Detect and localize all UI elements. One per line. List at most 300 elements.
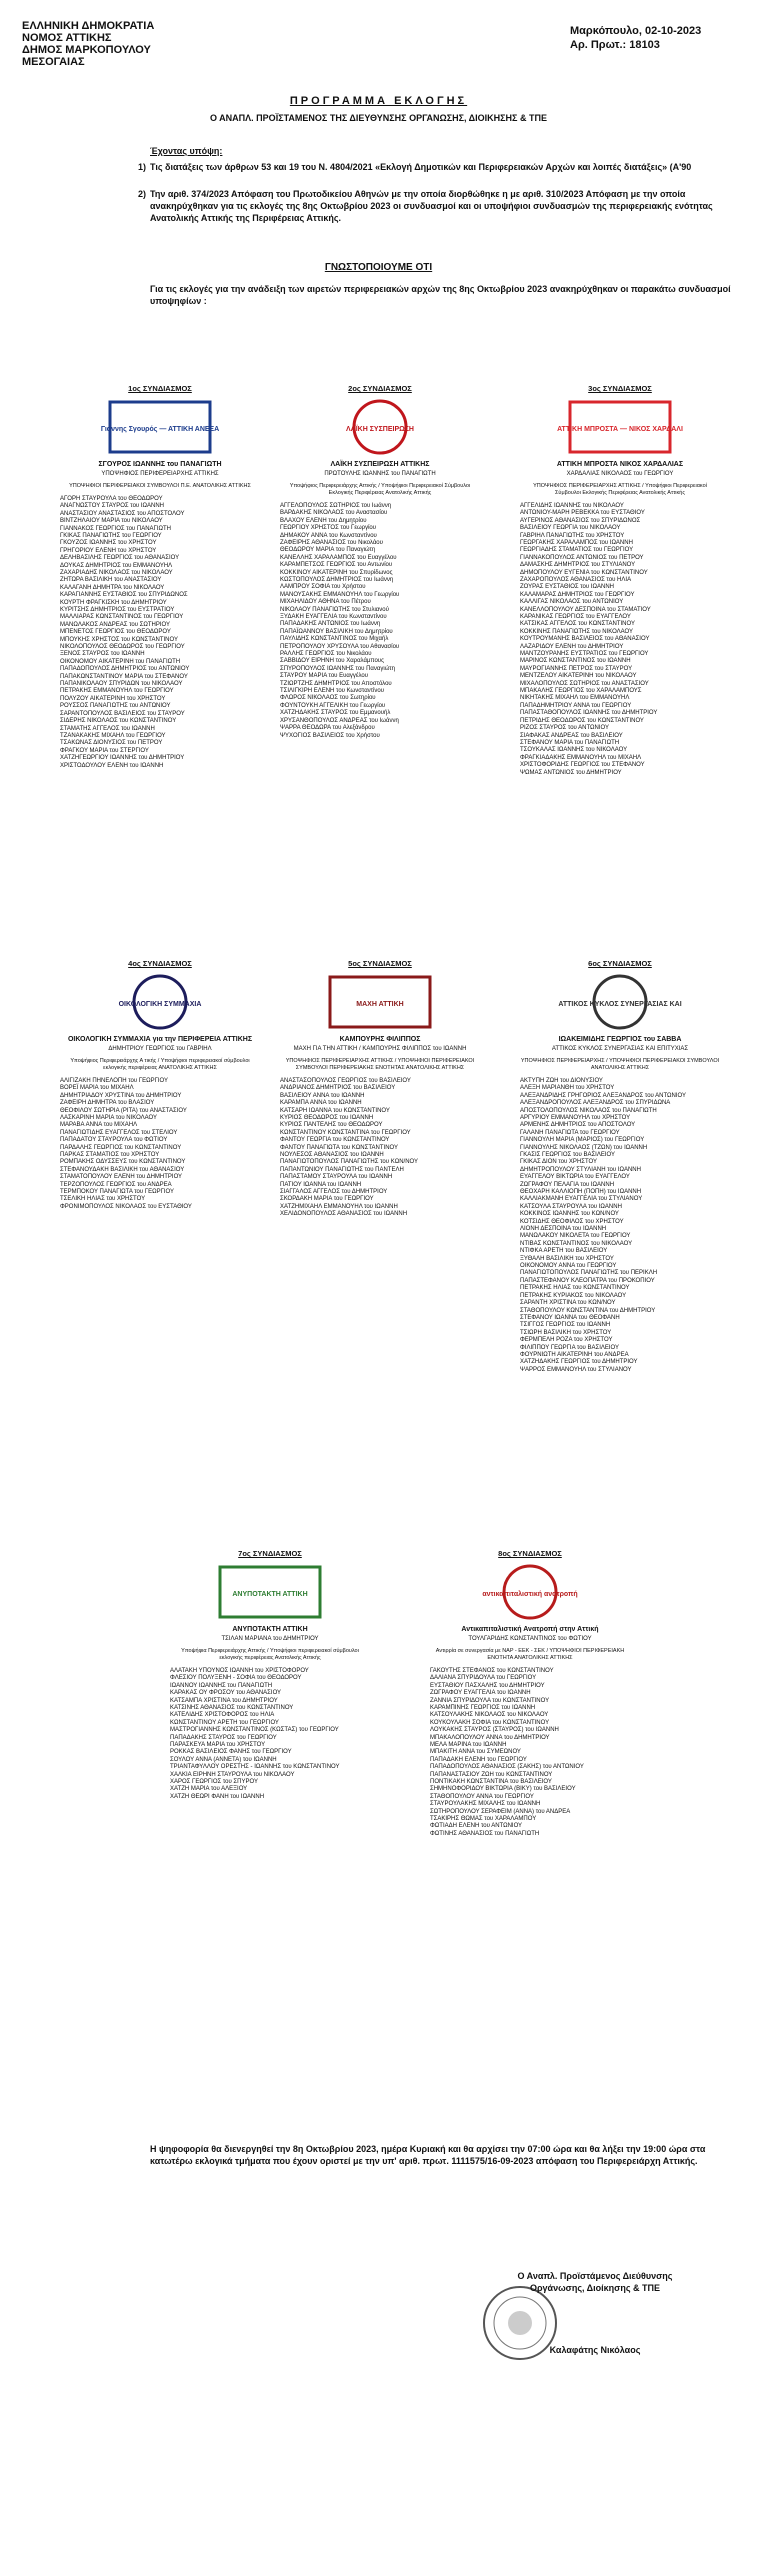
candidate-name: ΔΗΜΗΤΡΙΑΔΟΥ ΧΡΥΣΤΙΝΑ του ΔΗΜΗΤΡΙΟΥ bbox=[60, 1092, 182, 1099]
candidate-name: ΠΑΠΑΔΑΚΗ ΕΛΕΝΗ του ΓΕΩΡΓΙΟΥ bbox=[430, 1756, 527, 1763]
candidate-name: ΣΠΥΡΟΠΟΥΛΟΣ ΙΩΑΝΝΗΣ του Παναγιώτη bbox=[280, 665, 396, 672]
candidate-name: ΚΑΤΣΟΥΛΑ ΣΤΑΥΡΟΥΛΑ του ΙΩΑΝΝΗ bbox=[520, 1203, 622, 1210]
candidate-name: ΠΑΝΑΓΙΩΤΟΠΟΥΛΟΣ ΠΑΝΑΓΙΩΤΗΣ του ΚΩΝ/ΝΟΥ bbox=[280, 1159, 419, 1166]
candidate-name: ΧΑΤΖΗΔΑΚΗΣ ΣΤΑΥΡΟΣ του Εμμανουήλ bbox=[280, 710, 391, 717]
signature-title: Ο Αναπλ. Προϊστάμενος Διεύθυνσης bbox=[517, 2271, 673, 2281]
coalition-block bbox=[60, 385, 260, 770]
candidate-name: ΓΚΟΥΖΟΣ ΙΩΑΝΝΗΣ του ΧΡΗΣΤΟΥ bbox=[60, 540, 157, 547]
coalition-subheading: Υποψήφιος Περιφερειάρχης Αττικής / Υποψήφιοι Περιφερειακοί Σύμβουλοι Εκλογικής Περιφέρειας Ανατολικής Αττικής bbox=[289, 482, 471, 496]
having-label: Έχοντας υπόψη: bbox=[150, 146, 223, 156]
candidate-name: ΝΤΙΒΑΣ ΚΩΝΣΤΑΝΤΙΝΟΣ του ΝΙΚΟΛΑΟΥ bbox=[520, 1240, 633, 1247]
candidate-name: ΠΑΠΑΝΤΩΝΙΟΥ ΠΑΝΑΓΙΩΤΗΣ του ΠΑΝΤΕΛΗ bbox=[280, 1166, 404, 1173]
candidate-name: ΖΩΓΡΑΦΟΥ ΕΥΑΓΓΕΛΙΑ του ΙΩΑΝΝΗ bbox=[430, 1690, 531, 1697]
coalition-leader: ΔΗΜΗΤΡΙΟΥ ΓΕΩΡΓΙΟΣ του ΓΑΒΡΙΗΛ bbox=[108, 1046, 212, 1053]
candidate-name: ΚΑΤΣΑΜΠΑ ΧΡΙΣΤΙΝΑ του ΔΗΜΗΤΡΙΟΥ bbox=[170, 1697, 278, 1704]
candidate-name: ΔΗΜΟΠΟΥΛΟΥ ΕΥΓΕΝΙΑ του ΚΩΝΣΤΑΝΤΙΝΟΥ bbox=[520, 569, 648, 576]
candidate-name: ΑΝΔΡΙΑΝΟΣ ΔΗΜΗΤΡΙΟΣ του ΒΑΣΙΛΕΙΟΥ bbox=[280, 1085, 396, 1092]
coalition-logo-icon bbox=[430, 1563, 630, 1621]
coalition-logo-text: ΑΤΤΙΚΗ ΜΠΡΟΣΤΑ — ΝΙΚΟΣ ΧΑΡΔΑΛΙ bbox=[557, 426, 683, 434]
candidate-name: ΠΕΤΡΟΠΟΥΛΟΥ ΧΡΥΣΟΥΛΑ του Αθανασίου bbox=[280, 643, 400, 650]
coalition-title: ΛΑΪΚΗ ΣΥΣΠΕΙΡΩΣΗ ΑΤΤΙΚΗΣ bbox=[330, 461, 430, 469]
candidate-name: ΤΣΙΛΙΓΚΙΡΗ ΕΛΕΝΗ του Κωνσταντίνου bbox=[280, 688, 384, 695]
candidate-name: ΟΙΚΟΝΟΜΟΥ ΑΙΚΑΤΕΡΙΝΗ του ΠΑΝΑΓΙΩΤΗ bbox=[60, 658, 181, 665]
coalition-logo-icon bbox=[520, 973, 720, 1031]
candidate-name: ΜΙΧΑΗΛΙΔΟΥ ΑΘΗΝΑ του Πέτρου bbox=[280, 599, 371, 606]
candidate-name: ΠΑΝΑΓΙΩΤΟΠΟΥΛΟΣ ΠΑΝΑΓΙΩΤΗΣ του ΠΕΡΙΚΛΗ bbox=[520, 1270, 658, 1277]
signature-department: Οργάνωσης, Διοίκησης & ΤΠΕ bbox=[529, 2283, 661, 2293]
candidate-name: ΓΚΑΣΙΣ ΓΕΩΡΓΙΟΣ του ΒΑΣΙΛΕΙΟΥ bbox=[520, 1151, 615, 1158]
candidate-name: ΝΤΙΦΚΑ ΑΡΕΤΗ του ΒΑΣΙΛΕΙΟΥ bbox=[520, 1248, 608, 1255]
candidate-name: ΚΩΝΣΤΑΝΤΙΝΟΥ ΑΡΕΤΗ του ΓΕΩΡΓΙΟΥ bbox=[170, 1719, 279, 1726]
clause-2 bbox=[138, 188, 740, 224]
candidate-name: ΜΑΛΛΙΑΡΑΣ ΚΩΝΣΤΑΝΤΙΝΟΣ του ΓΕΩΡΓΙΟΥ bbox=[60, 614, 184, 621]
candidate-name: ΦΑΝΤΟΥ ΠΑΝΑΓΙΩΤΑ του ΚΩΝΣΤΑΝΤΙΝΟΥ bbox=[280, 1144, 399, 1151]
candidate-name: ΧΑΛΚΙΑ ΕΙΡΗΝΗ ΣΤΑΥΡΟΥΛΑ του ΝΙΚΟΛΑΟΥ bbox=[170, 1771, 295, 1778]
candidate-name: ΤΕΡΖΟΠΟΥΛΟΣ ΓΕΩΡΓΙΟΣ του ΑΝΔΡΕΑ bbox=[60, 1181, 172, 1188]
candidate-name: ΧΑΤΖΗΓΕΩΡΓΙΟΥ ΙΩΑΝΝΗΣ του ΔΗΜΗΤΡΙΟΥ bbox=[60, 755, 185, 762]
candidate-name: ΑΝΑΣΤΑΣΙΟΥ ΑΝΑΣΤΑΣΙΟΣ του ΑΠΟΣΤΟΛΟΥ bbox=[60, 510, 185, 517]
candidate-name: ΨΩΜΑΣ ΑΝΤΩΝΙΟΣ του ΔΗΜΗΤΡΙΟΥ bbox=[520, 769, 622, 776]
candidate-name: ΧΑΤΖΗ ΜΑΡΙΑ του ΑΛΕΞΙΟΥ bbox=[170, 1786, 248, 1793]
candidate-name: ΧΡΙΣΤΟΦΟΡΙΔΗΣ ΓΕΩΡΓΙΟΣ του ΣΤΕΦΑΝΟΥ bbox=[520, 762, 645, 769]
candidate-name: ΖΗΤΩΡΑ ΒΑΣΙΛΙΚΗ του ΑΝΑΣΤΑΣΙΟΥ bbox=[60, 577, 162, 584]
protocol-number: Αρ. Πρωτ.: 18103 bbox=[570, 39, 660, 51]
candidate-name: ΚΑΝΕΛΛΟΠΟΥΛΟΥ ΔΕΣΠΟΙΝΑ του ΣΤΑΜΑΤΙΟΥ bbox=[520, 606, 651, 613]
candidate-name: ΑΚΤΥΠΗ ΖΩΗ του ΔΙΟΝΥΣΙΟΥ bbox=[520, 1077, 603, 1084]
candidate-name: ΜΑΝΤΖΟΥΡΑΝΗΣ ΕΥΣΤΡΑΤΙΟΣ του ΓΕΩΡΓΙΟΥ bbox=[520, 651, 649, 658]
candidate-name: ΣΙΔΕΡΗΣ ΝΙΚΟΛΑΟΣ του ΚΩΝΣΤΑΝΤΙΝΟΥ bbox=[60, 718, 177, 725]
candidate-name: ΚΑΛΛΙΑΚΜΑΝΗ ΕΥΑΓΓΕΛΙΑ του ΣΤΥΛΙΑΝΟΥ bbox=[520, 1196, 643, 1203]
candidate-name: ΑΛΕΞΑΝΔΡΟΠΟΥΛΟΣ ΑΛΕΞΑΝΔΡΟΣ του ΣΠΥΡΙΔΩΝΑ bbox=[520, 1100, 671, 1107]
candidate-name: ΡΟΚΚΑΣ ΒΑΣΙΛΕΙΟΣ ΦΑΝΗΣ του ΓΕΩΡΓΙΟΥ bbox=[170, 1749, 292, 1756]
coalition-subheading: ΥΠΟΨΗΦΙΟΙ ΠΕΡΙΦΕΡΕΙΑΚΟΙ ΣΥΜΒΟΥΛΟΙ Π.Ε. ΑΝΑΤΟΛΙΚΗΣ ΑΤΤΙΚΗΣ bbox=[69, 482, 251, 489]
candidate-name: ΨΥΧΟΓΙΟΣ ΒΑΣΙΛΕΙΟΣ του Χρήστου bbox=[280, 732, 380, 739]
candidate-name: ΞΥΘΑΛΗ ΒΑΣΙΛΙΚΗ του ΧΡΗΣΤΟΥ bbox=[520, 1255, 614, 1262]
candidate-name: ΠΑΠΑΔΑΤΟΥ ΣΤΑΥΡΟΥΛΑ του ΦΩΤΙΟΥ bbox=[60, 1137, 168, 1144]
candidate-name: ΠΑΡΚΑΣ ΣΤΑΜΑΤΙΟΣ του ΧΡΗΣΤΟΥ bbox=[60, 1151, 160, 1158]
candidate-name: ΚΩΝΣΤΑΝΤΙΝΟΥ ΚΩΝΣΤΑΝΤΙΝΑ του ΓΕΩΡΓΙΟΥ bbox=[280, 1129, 411, 1136]
candidate-name: ΑΠΟΣΤΟΛΟΠΟΥΛΟΣ ΝΙΚΟΛΑΟΣ του ΠΑΝΑΓΙΩΤΗ bbox=[520, 1107, 657, 1114]
candidate-name: ΚΩΣΤΟΠΟΥΛΟΣ ΔΗΜΗΤΡΙΟΣ του Ιωάννη bbox=[280, 576, 394, 583]
candidate-name: ΠΑΠΑΣΤΕΦΑΝΟΥ ΚΛΕΟΠΑΤΡΑ του ΠΡΟΚΟΠΙΟΥ bbox=[520, 1277, 655, 1284]
candidate-name: ΣΤΑΘΟΠΟΥΛΟΥ ΚΩΝΣΤΑΝΤΙΝΑ του ΔΗΜΗΤΡΙΟΥ bbox=[520, 1307, 656, 1314]
coalition-number: 4ος ΣΥΝΔΙΑΣΜΟΣ bbox=[128, 959, 192, 968]
candidate-name: ΚΑΤΕΛΙΔΗΣ ΧΡΙΣΤΟΦΟΡΟΣ του ΗΛΙΑ bbox=[170, 1712, 275, 1719]
candidate-name: ΤΖΙΩΡΤΖΗΣ ΔΗΜΗΤΡΙΟΣ του Αποστόλου bbox=[280, 680, 392, 687]
coalition-block bbox=[280, 960, 480, 1219]
candidate-name: ΜΑΝΩΛΑΚΟΥ ΝΙΚΟΛΕΤΑ του ΓΕΩΡΓΙΟΥ bbox=[520, 1233, 631, 1240]
candidate-name: ΧΑΡΟΣ ΓΕΩΡΓΙΟΣ του ΣΠΥΡΟΥ bbox=[170, 1779, 258, 1785]
candidate-name: ΔΗΜΗΤΡΟΠΟΥΛΟΥ ΣΤΥΛΙΑΝΗ του ΙΩΑΝΝΗ bbox=[520, 1166, 641, 1173]
candidate-name: ΨΑΡΡΑ ΘΕΟΔΩΡΑ του Αλεξάνδρου bbox=[280, 725, 375, 732]
candidate-name: ΞΕΝΟΣ ΣΤΑΥΡΟΣ του ΙΩΑΝΝΗ bbox=[60, 651, 145, 658]
candidate-name: ΓΕΩΡΓΙΟΥ ΧΡΗΣΤΟΣ του Γεωργίου bbox=[280, 525, 377, 532]
coalition-block bbox=[170, 1550, 370, 1801]
candidate-name: ΚΑΛΑΓΑΝΗ ΔΗΜΗΤΡΑ του ΝΙΚΟΛΑΟΥ bbox=[60, 584, 165, 591]
candidate-name: ΜΠΑΚΙΤΗ ΑΝΝΑ του ΣΥΜΕΩΝΟΥ bbox=[430, 1749, 521, 1756]
candidate-name: ΦΛΩΡΟΣ ΝΙΚΟΛΑΟΣ του Σωτηρίου bbox=[280, 695, 376, 702]
candidate-name: ΜΑΡΑΒΑ ΑΝΝΑ του ΜΙΧΑΗΛ bbox=[60, 1122, 138, 1129]
clause-text: Την αριθ. 374/2023 Απόφαση του Πρωτοδικείου Αθηνών με την οποία διορθώθηκε η με αριθ. 310/2023 Απόφαση με την οποία ανακηρύχθηκαν για τις εκλογές της 8ης Οκτωβρίου 2023 οι συνδυασμοί και οι υποψήφιοι συνδυασμών της περιφερειακής ενότητας Ανατολικής Αττικής της Περιφέρειας Αττικής. bbox=[150, 189, 713, 223]
candidate-name: ΜΕΝΤΖΕΛΟΥ ΑΙΚΑΤΕΡΙΝΗ του ΝΙΚΟΛΑΟΥ bbox=[520, 673, 637, 680]
candidate-name: ΦΩΤΙΑΔΗ ΕΛΕΝΗ του ΑΝΤΩΝΙΟΥ bbox=[430, 1823, 523, 1830]
candidate-name: ΑΝΤΩΝΙΟΥ-ΜΑΡΗ ΡΕΒΕΚΚΑ του ΕΥΣΤΑΘΙΟΥ bbox=[520, 510, 645, 517]
coalition-leader: ΤΣΙΛΑΝ ΜΑΡΙΑΝΑ του ΔΗΜΗΤΡΙΟΥ bbox=[221, 1636, 319, 1643]
candidate-name: ΣΑΡΑΝΤΟΠΟΥΛΟΣ ΒΑΣΙΛΕΙΟΣ του ΣΤΑΥΡΟΥ bbox=[60, 710, 185, 717]
candidate-name: ΣΟΥΛΟΥ ΑΝΝΑ (ΑΝΝΕΤΑ) του ΙΩΑΝΝΗ bbox=[170, 1756, 277, 1763]
coalition-logo-text: ΛΑΪΚΗ ΣΥΣΠΕΙΡΩΣΗ bbox=[345, 426, 415, 434]
candidate-name: ΤΣΑΚΙΡΗΣ ΘΩΜΑΣ του ΧΑΡΑΛΑΜΠΟΥ bbox=[430, 1816, 537, 1823]
candidate-name: ΠΑΥΛΙΔΗΣ ΚΩΝΣΤΑΝΤΙΝΟΣ του Μιχαήλ bbox=[280, 636, 389, 643]
candidate-name: ΦΕΡΜΠΕΛΗ ΡΟΖΑ του ΧΡΗΣΤΟΥ bbox=[520, 1337, 613, 1344]
candidate-name: ΚΑΡΑΜΠΑ ΑΝΝΑ του ΙΩΑΝΝΗ bbox=[280, 1100, 362, 1107]
candidate-name: ΡΟΥΣΣΟΣ ΠΑΝΑΓΙΩΤΗΣ του ΑΝΤΩΝΙΟΥ bbox=[60, 703, 171, 710]
candidate-name: ΦΡΑΓΚΙΑΔΑΚΗΣ ΕΜΜΑΝΟΥΗΛ του ΜΙΧΑΗΛ bbox=[520, 754, 642, 761]
candidate-name: ΚΥΡΙΤΣΗΣ ΔΗΜΗΤΡΙΟΣ του ΕΥΣΤΡΑΤΙΟΥ bbox=[60, 607, 175, 613]
candidate-name: ΓΑΒΡΙΗΛ ΠΑΝΑΓΙΩΤΗΣ του ΧΡΗΣΤΟΥ bbox=[520, 532, 625, 539]
coalition-subheading: ΥΠΟΨΗΦΙΟΣ ΠΕΡΙΦΕΡΕΙΑΡΧΗΣ ΑΤΤΙΚΗΣ / Υποψήφιοι Περιφερειακοί Σύμβουλοι Εκλογικής Περιφέρειας Ανατολικής Αττικής bbox=[533, 482, 707, 496]
coalition-logo-icon bbox=[60, 398, 260, 456]
candidate-name: ΚΑΤΣΙΚΑΣ ΑΓΓΕΛΟΣ του ΚΩΝΣΤΑΝΤΙΝΟΥ bbox=[520, 621, 635, 628]
coalition-leader: ΜΑΧΗ ΓΙΑ ΤΗΝ ΑΤΤΙΚΗ / ΚΑΜΠΟΥΡΗΣ ΦΙΛΙΠΠΟΣ του ΙΩΑΝΝΗ bbox=[293, 1046, 467, 1053]
coalition-logo-text: αντικαπιταλιστική ανατροπή bbox=[482, 1591, 578, 1599]
candidate-name: ΒΟΡΕΪ ΜΑΡΙΑ του ΜΙΧΑΗΛ bbox=[60, 1085, 134, 1092]
candidate-name: ΣΤΑΥΡΟΥΛΑΚΗΣ ΜΙΧΑΛΗΣ του ΙΩΑΝΝΗ bbox=[430, 1801, 541, 1808]
coalition-logo-icon bbox=[170, 1563, 370, 1621]
coalition-subheading: Υποψήφια Περιφερειάρχης Αττικής / Υποψήφιοι περιφερειακοί σύμβουλοι εκλογικής περιφέρειας Ανατολικής Αττικής bbox=[181, 1647, 359, 1661]
candidate-name: ΠΑΠΑΔΑΚΗΣ ΣΤΑΥΡΟΣ του ΓΕΩΡΓΙΟΥ bbox=[170, 1734, 277, 1741]
coalition-number: 3ος ΣΥΝΔΙΑΣΜΟΣ bbox=[588, 384, 652, 393]
candidate-name: ΚΟΥΚΟΥΛΑΚΗ ΣΟΦΙΑ του ΚΩΝΣΤΑΝΤΙΝΟΥ bbox=[430, 1719, 550, 1726]
signature-block bbox=[480, 2270, 710, 2356]
candidate-name: ΖΟΥΡΑΣ ΕΥΣΤΑΘΙΟΣ του ΙΩΑΝΝΗ bbox=[520, 584, 614, 591]
candidate-name: ΤΣΕΛΙΚΗ ΗΛΙΑΣ του ΧΡΗΣΤΟΥ bbox=[60, 1196, 146, 1203]
coalition-logo-text: ΟΙΚΟΛΟΓΙΚΗ ΣΥΜΜΑΧΙΑ bbox=[118, 1001, 202, 1009]
candidate-name: ΚΑΤΣΟΥΛΑΚΗΣ ΝΙΚΟΛΑΟΣ του ΝΙΚΟΛΑΟΥ bbox=[430, 1712, 549, 1719]
candidate-name: ΧΡΙΣΤΟΔΟΥΛΟΥ ΕΛΕΝΗ του ΙΩΑΝΝΗ bbox=[60, 762, 164, 769]
candidate-name: ΝΙΚΗΤΑΚΗΣ ΜΙΧΑΗΛ του ΕΜΜΑΝΟΥΗΛ bbox=[520, 695, 630, 702]
candidate-name: ΓΡΗΓΟΡΙΟΥ ΕΛΕΝΗ του ΧΡΗΣΤΟΥ bbox=[60, 547, 157, 554]
candidate-name: ΚΥΡΙΟΣ ΘΕΟΔΩΡΟΣ του ΙΩΑΝΝΗ bbox=[280, 1114, 374, 1121]
candidate-name: ΣΤΕΦΑΝΟΥ ΙΩΑΝΝΑ του ΘΕΟΦΑΝΗ bbox=[520, 1314, 620, 1321]
candidate-name: ΚΑΤΣΙΝΗΣ ΑΘΑΝΑΣΙΟΣ του ΚΩΝΣΤΑΝΤΙΝΟΥ bbox=[170, 1704, 294, 1711]
coalition-number: 5ος ΣΥΝΔΙΑΣΜΟΣ bbox=[348, 959, 412, 968]
candidate-name: ΠΑΠΑΝΙΚΟΛΑΟΥ ΣΠΥΡΙΔΩΝ του ΝΙΚΟΛΑΟΥ bbox=[60, 681, 183, 688]
candidate-name: ΣΤΑΜΑΤΟΠΟΥΛΟΥ ΕΛΕΝΗ του ΔΗΜΗΤΡΙΟΥ bbox=[60, 1174, 183, 1181]
candidate-name: ΔΗΜΑΚΟΥ ΑΝΝΑ του Κωνσταντίνου bbox=[280, 532, 377, 539]
candidate-name: ΣΗΜΗΝΟΦΟΡΙΔΟΥ ΒΙΚΤΩΡΙΑ (ΒΙΚΥ) του ΒΑΣΙΛΕΙΟΥ bbox=[430, 1786, 576, 1793]
candidate-name: ΑΛΙΓΙΖΑΚΗ ΠΗΝΕΛΟΠΗ του ΓΕΩΡΓΙΟΥ bbox=[60, 1077, 169, 1084]
coalition-title: Αντικαπιταλιστική Ανατροπή στην Αττική bbox=[461, 1626, 599, 1634]
coalition-logo-text: ΑΝΥΠΟΤΑΚΤΗ ΑΤΤΙΚΗ bbox=[232, 1591, 308, 1599]
candidate-name: ΔΑΛΙΑΝΑ ΣΠΥΡΙΔΟΥΛΑ του ΓΕΩΡΓΙΟΥ bbox=[430, 1675, 537, 1682]
candidate-name: ΒΑΡΔΑΚΗΣ ΝΙΚΟΛΑΟΣ του Αναστασίου bbox=[280, 510, 388, 517]
candidate-name: ΧΡΥΣΑΝΘΟΠΟΥΛΟΣ ΑΝΔΡΕΑΣ του Ιωάννη bbox=[280, 717, 399, 724]
candidate-name: ΑΛΕΞΑΝΔΡΙΔΗΣ ΓΡΗΓΟΡΙΟΣ ΑΛΕΞΑΝΔΡΟΣ του ΑΝΤΩΝΙΟΥ bbox=[520, 1092, 687, 1099]
candidate-name: ΤΖΑΝΑΚΑΚΗΣ ΜΙΧΑΗΛ του ΓΕΩΡΓΙΟΥ bbox=[60, 732, 166, 739]
candidate-name: ΜΠΑΚΑΛΗΣ ΓΕΩΡΓΙΟΣ του ΧΑΡΑΛΑΜΠΟΥΣ bbox=[520, 688, 642, 695]
candidate-name: ΧΕΛΙΔΟΝΟΠΟΥΛΟΣ ΑΘΑΝΑΣΙΟΣ του ΙΩΑΝΝΗ bbox=[280, 1211, 408, 1218]
coalition-leader: ΤΟΥΛΓΑΡΙΔΗΣ ΚΩΝΣΤΑΝΤΙΝΟΣ του ΦΩΤΙΟΥ bbox=[468, 1636, 592, 1643]
candidate-name: ΧΑΤΖΗΜΙΧΑΗΛ ΕΜΜΑΝΟΥΗΛ του ΙΩΑΝΝΗ bbox=[280, 1203, 398, 1210]
candidate-name: ΑΓΓΕΛΟΠΟΥΛΟΣ ΣΩΤΗΡΙΟΣ του Ιωάννη bbox=[280, 502, 392, 509]
candidate-name: ΖΑΧΑΡΙΑΔΗΣ ΝΙΚΟΛΑΟΣ του ΝΙΚΟΛΑΟΥ bbox=[60, 569, 173, 576]
candidate-name: ΠΕΤΡΙΔΗΣ ΘΕΟΔΩΡΟΣ του ΚΩΝΣΤΑΝΤΙΝΟΥ bbox=[520, 717, 644, 724]
candidate-name: ΕΥΣΤΑΘΙΟΥ ΠΑΣΧΑΛΗΣ του ΔΗΜΗΤΡΙΟΥ bbox=[430, 1682, 545, 1689]
candidate-name: ΧΑΤΖΗ ΘΕΩΡΙ ΦΑΝΗ του ΙΩΑΝΝΗ bbox=[170, 1793, 265, 1800]
candidate-name: ΖΑΧΑΡΟΠΟΥΛΟΣ ΑΘΑΝΑΣΙΟΣ του ΗΛΙΑ bbox=[520, 576, 632, 583]
candidate-name: ΜΑΝΟΥΣΑΚΗΣ ΕΜΜΑΝΟΥΗΛ του Γεωργίου bbox=[280, 591, 400, 598]
candidate-name: ΓΚΙΚΑΣ ΠΑΝΑΓΙΩΤΗΣ του ΓΕΩΡΓΙΟΥ bbox=[60, 532, 162, 539]
coalition-block bbox=[60, 960, 260, 1211]
candidate-name: ΑΡΜΕΝΗΣ ΔΗΜΗΤΡΙΟΣ του ΑΠΟΣΤΟΛΟΥ bbox=[520, 1122, 636, 1129]
candidate-name: ΛΑΖΑΡΙΔΟΥ ΕΛΕΝΗ του ΔΗΜΗΤΡΙΟΥ bbox=[520, 643, 624, 650]
candidate-name: ΠΑΠΑΪΩΑΝΝΟΥ ΒΑΣΙΛΙΚΗ του Δημητρίου bbox=[280, 628, 393, 635]
candidate-name: ΠΑΠΑΔΑΚΗΣ ΑΝΤΩΝΙΟΣ του Ιωάννη bbox=[280, 621, 381, 628]
candidate-name: ΚΟΤΣΙΔΗΣ ΘΕΟΦΙΛΟΣ του ΧΡΗΣΤΟΥ bbox=[520, 1218, 624, 1225]
candidate-name: ΓΑΛΑΝΗ ΠΑΝΑΓΙΩΤΑ του ΓΕΩΡΓΙΟΥ bbox=[520, 1129, 620, 1136]
candidate-name: ΚΑΡΑΝΙΚΑΣ ΓΕΩΡΓΙΟΣ του ΕΥΑΓΓΕΛΟΥ bbox=[520, 614, 631, 620]
candidate-name: ΜΠΕΝΕΤΟΣ ΓΕΩΡΓΙΟΣ του ΘΕΟΔΩΡΟΥ bbox=[60, 629, 171, 636]
candidate-name: ΠΑΠΑΔΗΜΗΤΡΙΟΥ ΑΝΝΑ του ΓΕΩΡΓΙΟΥ bbox=[520, 702, 632, 709]
candidate-name: ΚΑΡΑΚΑΣ ΟΥ ΦΡΟΣΟΥ του ΑΘΑΝΑΣΙΟΥ bbox=[170, 1690, 282, 1697]
candidate-name: ΠΑΡΑΣΚΕΥΑ ΜΑΡΙΑ του ΧΡΗΣΤΟΥ bbox=[170, 1741, 266, 1748]
coalition-leader: ΥΠΟΨΗΦΙΟΣ ΠΕΡΙΦΕΡΕΙΑΡΧΗΣ ΑΤΤΙΚΗΣ bbox=[101, 471, 219, 478]
candidate-name: ΓΚΙΚΑΣ ΔΙΟΝ του ΧΡΗΣΤΟΥ bbox=[520, 1159, 598, 1166]
candidate-name: ΠΑΠΑΣΤΑΜΟΥ ΣΤΑΥΡΟΥΛΑ του ΙΩΑΝΝΗ bbox=[280, 1174, 393, 1181]
candidate-name: ΑΛΕΞΗ ΜΑΡΙΑΝΘΗ του ΧΡΗΣΤΟΥ bbox=[520, 1085, 615, 1092]
coalition-logo-text: ΑΤΤΙΚΟΣ ΚΥΚΛΟΣ ΣΥΝΕΡΓΑΣΙΑΣ ΚΑΙ bbox=[558, 1001, 682, 1009]
candidate-name: ΚΟΥΤΡΟΥΜΑΝΗΣ ΒΑΣΙΛΕΙΟΣ του ΑΘΑΝΑΣΙΟΥ bbox=[520, 636, 650, 643]
candidate-name: ΡΟΜΠΑΚΗΣ ΟΔΥΣΣΕΥΣ του ΚΩΝΣΤΑΝΤΙΝΟΥ bbox=[60, 1159, 186, 1166]
candidate-name: ΡΙΖΟΣ ΣΤΑΥΡΟΣ του ΑΝΤΩΝΙΟΥ bbox=[520, 725, 610, 732]
candidate-name: ΓΕΩΡΓΑΚΗΣ ΧΑΡΑΛΑΜΠΟΣ του ΙΩΑΝΝΗ bbox=[520, 539, 633, 546]
candidate-name: ΛΑΜΠΡΟΥ ΣΟΦΙΑ του Χρήστου bbox=[280, 584, 366, 591]
candidate-name: ΚΟΚΚΙΝΗΣ ΠΑΝΑΓΙΩΤΗΣ του ΝΙΚΟΛΑΟΥ bbox=[520, 628, 634, 635]
candidate-name: ΓΙΑΝΝΟΥΛΗ ΜΑΡΙΑ (ΜΑΡΙΟΣ) του ΓΕΩΡΓΙΟΥ bbox=[520, 1137, 645, 1144]
candidate-name: ΠΑΝΑΓΙΩΤΙΔΗΣ ΕΥΑΓΓΕΛΟΣ του ΣΤΕΛΙΟΥ bbox=[60, 1129, 178, 1136]
candidate-name: ΚΑΡΑΓΙΑΝΝΗΣ ΕΥΣΤΑΘΙΟΣ του ΣΠΥΡΙΔΩΝΟΣ bbox=[60, 592, 188, 599]
candidate-name: ΑΝΑΣΤΑΣΟΠΟΥΛΟΣ ΓΕΩΡΓΙΟΣ του ΒΑΣΙΛΕΙΟΥ bbox=[280, 1077, 411, 1084]
candidate-name: ΚΑΛΑΜΑΡΑΣ ΔΗΜΗΤΡΙΟΣ του ΓΕΩΡΓΙΟΥ bbox=[520, 591, 635, 598]
candidate-name: ΨΑΡΡΟΣ ΕΜΜΑΝΟΥΗΛ του ΣΤΥΛΙΑΝΟΥ bbox=[520, 1366, 632, 1373]
coalition-subheading: Υποψήφιος Περιφερειάρχης Α τικής / Υποψήφιοι περιφερειακοί σύμβουλοι εκλογικής περιφέρειας ΑΝΑΤΟΛΙΚΗΣ ΑΤΤΙΚΗΣ bbox=[70, 1057, 250, 1071]
coalition-number: 7ος ΣΥΝΔΙΑΣΜΟΣ bbox=[238, 1549, 302, 1558]
candidate-name: ΦΡΑΓΚΟΥ ΜΑΡΙΑ του ΣΤΕΡΓΙΟΥ bbox=[60, 747, 149, 754]
candidate-name: ΦΩΤΙΝΗΣ ΑΘΑΝΑΣΙΟΣ του ΠΑΝΑΓΙΩΤΗ bbox=[430, 1830, 540, 1837]
candidate-name: ΜΠΟΥΚΗΣ ΧΡΗΣΤΟΣ του ΚΩΝΣΤΑΝΤΙΝΟΥ bbox=[60, 636, 178, 643]
candidate-name: ΦΟΥΝΤΟΥΚΗ ΑΓΓΕΛΙΚΗ του Γεωργίου bbox=[280, 702, 386, 709]
candidate-name: ΝΙΚΟΛΟΠΟΥΛΟΣ ΘΕΟΔΩΡΟΣ του ΓΕΩΡΓΙΟΥ bbox=[60, 644, 185, 651]
document-subtitle: Ο ΑΝΑΠΛ. ΠΡΟΪΣΤΑΜΕΝΟΣ ΤΗΣ ΔΙΕΥΘΥΝΣΗΣ ΟΡΓΑΝΩΣΗΣ, ΔΙΟΙΚΗΣΗΣ & ΤΠΕ bbox=[210, 113, 547, 123]
candidate-name: ΓΙΑΝΝΟΥΛΗΣ ΝΙΚΟΛΑΟΣ (ΤΖΩΝ) του ΙΩΑΝΝΗ bbox=[520, 1144, 648, 1151]
candidate-name: ΓΙΑΝΝΑΚΟΣ ΓΕΩΡΓΙΟΣ του ΠΑΝΑΓΙΩΤΗ bbox=[60, 525, 172, 532]
issuer-line: ΜΕΣΟΓΑΙΑΣ bbox=[22, 56, 85, 68]
candidate-name: ΣΤΕΦΑΝΟΥ ΜΑΡΙΑ του ΠΑΝΑΓΙΩΤΗ bbox=[520, 739, 620, 746]
candidate-name: ΦΛΕΣΙΟΥ ΠΟΛΥΞΕΝΗ - ΣΟΦΙΑ του ΘΕΟΔΟΡΟΥ bbox=[170, 1675, 302, 1682]
coalition-title: ΣΓΟΥΡΟΣ ΙΩΑΝΝΗΣ του ΠΑΝΑΓΙΩΤΗ bbox=[98, 461, 222, 469]
candidate-name: ΑΡΓΥΡΙΟΥ ΕΜΜΑΝΟΥΗΛ του ΧΡΗΣΤΟΥ bbox=[520, 1114, 631, 1121]
candidate-name: ΠΑΠΑΚΩΝΣΤΑΝΤΙΝΟΥ ΜΑΡΙΑ του ΣΤΕΦΑΝΟΥ bbox=[60, 673, 188, 680]
candidate-name: ΤΣΙΓΓΟΣ ΓΕΩΡΓΙΟΣ του ΙΩΑΝΝΗ bbox=[520, 1322, 611, 1329]
candidate-name: ΜΙΧΑΛΟΠΟΥΛΟΣ ΣΩΤΗΡΙΟΣ του ΑΝΑΣΤΑΣΙΟΥ bbox=[520, 680, 649, 687]
candidate-name: ΠΕΤΡΑΚΗΣ ΚΥΡΙΑΚΟΣ του ΝΙΚΟΛΑΟΥ bbox=[520, 1292, 627, 1299]
candidate-name: ΟΙΚΟΝΟΜΟΥ ΑΝΝΑ του ΓΕΩΡΓΙΟΥ bbox=[520, 1263, 617, 1270]
coalition-number: 8ος ΣΥΝΔΙΑΣΜΟΣ bbox=[498, 1549, 562, 1558]
candidate-name: ΜΑΡΙΝΟΣ ΚΩΝΣΤΑΝΤΙΝΟΣ του ΙΩΑΝΝΗ bbox=[520, 658, 631, 665]
candidate-name: ΠΕΤΡΑΚΗΣ ΗΛΙΑΣ του ΚΩΝΣΤΑΝΤΙΝΟΥ bbox=[520, 1285, 630, 1292]
coalition-number: 2ος ΣΥΝΔΙΑΣΜΟΣ bbox=[348, 384, 412, 393]
candidate-name: ΤΣΟΥΚΑΛΑΣ ΙΩΑΝΝΗΣ του ΝΙΚΟΛΑΟΥ bbox=[520, 747, 628, 754]
candidate-name: ΣΤΑΥΡΟΥ ΜΑΡΙΑ του Ευαγγέλου bbox=[280, 673, 369, 680]
voting-paragraph: Η ψηφοφορία θα διενεργηθεί την 8η Οκτωβρίου 2023, ημέρα Κυριακή και θα αρχίσει την 07:00 ώρα και θα λήξει την 19:00 ώρα στα κατωτέρω εκλογικά τμήματα που έχουν οριστεί με την υπ' αριθ. πρωτ. 1111575/16-09-2023 απόφαση του Περιφερειάρχη Αττικής. bbox=[150, 2144, 706, 2166]
candidate-name: ΒΑΣΙΛΕΙΟΥ ΑΝΝΑ του ΙΩΑΝΝΗ bbox=[280, 1092, 365, 1099]
candidate-name: ΛΟΥΚΑΚΗΣ ΣΤΑΥΡΟΣ (ΣΤΑΥΡΟΣ) του ΙΩΑΝΝΗ bbox=[430, 1727, 559, 1734]
candidate-name: ΒΙΝΤΖΗΛΑΙΟΥ ΜΑΡΙΑ του ΝΙΚΟΛΑΟΥ bbox=[60, 518, 163, 525]
candidate-name: ΞΥΔΑΚΗ ΕΥΑΓΓΕΛΙΑ του Κωνσταντίνου bbox=[280, 614, 387, 620]
coalition-title: ΑΤΤΙΚΗ ΜΠΡΟΣΤΑ ΝΙΚΟΣ ΧΑΡΔΑΛΙΑΣ bbox=[556, 461, 684, 469]
issuer-block bbox=[22, 20, 154, 68]
candidate-name: ΔΕΛΗΒΑΣΙΛΗΣ ΓΕΩΡΓΙΟΣ του ΑΘΑΝΑΣΙΟΥ bbox=[60, 555, 180, 562]
coalition-number: 6ος ΣΥΝΔΙΑΣΜΟΣ bbox=[588, 959, 652, 968]
document-date: Μαρκόπουλο, 02-10-2023 bbox=[570, 25, 702, 37]
candidate-name: ΜΠΑΚΑΛΟΠΟΥΛΟΥ ΑΝΝΑ του ΔΗΜΗΤΡΙΟΥ bbox=[430, 1734, 550, 1741]
candidate-name: ΤΕΡΜΠΟΚΟΥ ΠΑΝΑΓΙΩΤΑ του ΓΕΩΡΓΙΟΥ bbox=[60, 1189, 175, 1195]
candidate-name: ΑΝΑΓΝΩΣΤΟΥ ΣΤΑΥΡΟΣ του ΙΩΑΝΝΗ bbox=[60, 503, 165, 510]
candidate-name: ΠΑΠΑΔΟΠΟΥΛΟΣ ΔΗΜΗΤΡΙΟΣ του ΑΝΤΩΝΙΟΥ bbox=[60, 666, 190, 673]
candidate-name: ΚΑΝΕΛΛΗΣ ΧΑΡΑΛΑΜΠΟΣ του Ευαγγέλου bbox=[280, 554, 397, 561]
issuer-line: ΔΗΜΟΣ ΜΑΡΚΟΠΟΥΛΟΥ bbox=[22, 44, 151, 56]
clause-text: Τις διατάξεις των άρθρων 53 και 19 του Ν. 4804/2021 «Εκλογή Δημοτικών και Περιφερειακών Αρχών και λοιπές διατάξεις» (Α'90 bbox=[150, 162, 692, 172]
coalition-subheading: ΥΠΟΨΗΦΙΟΣ ΠΕΡΙΦΕΡΕΙΑΡΧΗΣ / ΥΠΟΨΗΦΙΟΙ ΠΕΡΙΦΕΡΕΙΑΚΟΙ ΣΥΜΒΟΥΛΟΙ ΑΝΑΤΟΛΙΚΗΣ ΑΤΤΙΚΗΣ bbox=[520, 1057, 720, 1071]
clause-number: 1) bbox=[138, 162, 147, 172]
candidate-name: ΔΑΜΑΣΚΗΣ ΔΗΜΗΤΡΙΟΣ του ΣΤΥΛΙΑΝΟΥ bbox=[520, 562, 636, 569]
coalition-title: ΚΑΜΠΟΥΡΗΣ ΦΙΛΙΠΠΟΣ bbox=[339, 1036, 421, 1044]
candidate-name: ΦΟΥΡΝΙΩΤΗ ΑΙΚΑΤΕΡΙΝΗ του ΑΝΔΡΕΑ bbox=[520, 1351, 629, 1358]
clause-1 bbox=[138, 161, 740, 173]
coalition-subheading: ΥΠΟΨΗΦΙΟΣ ΠΕΡΙΦΕΡΕΙΑΡΧΗΣ ΑΤΤΙΚΗΣ / ΥΠΟΨΗΦΙΟΙ ΠΕΡΙΦΕΡΕΙΑΚΟΙ ΣΥΜΒΟΥΛΟΙ ΠΕΡΙΦΕΡΕΙΑΚΗΣ ΕΝΟΤΗΤΑΣ ΑΝΑΤΟΛΙΚΗΣ ΑΤΤΙΚΗΣ bbox=[285, 1057, 475, 1071]
candidate-name: ΚΟΚΚΙΝΟΥ ΑΙΚΑΤΕΡΙΝΗ του Σπυρίδωνος bbox=[280, 569, 393, 576]
candidate-name: ΚΟΚΚΙΝΟΣ ΙΩΑΝΝΗΣ του ΚΩΝ/ΝΟΥ bbox=[520, 1211, 619, 1218]
candidate-name: ΛΑΣΚΑΡΙΝΗ ΜΑΡΙΑ του ΝΙΚΟΛΑΟΥ bbox=[60, 1114, 158, 1121]
coalition-block bbox=[430, 1550, 630, 1838]
issuer-line: ΕΛΛΗΝΙΚΗ ΔΗΜΟΚΡΑΤΙΑ bbox=[22, 20, 155, 32]
candidate-name: ΓΑΚΟΥΤΗΣ ΣΤΕΦΑΝΟΣ του ΚΩΝΣΤΑΝΤΙΝΟΥ bbox=[430, 1667, 554, 1674]
candidate-name: ΖΩΓΡΑΦΟΥ ΠΕΛΑΓΙΑ του ΙΩΑΝΝΗ bbox=[520, 1181, 615, 1188]
clause-number: 2) bbox=[138, 189, 147, 199]
candidate-name: ΖΑΦΕΙΡΗ ΔΗΜΗΤΡΑ του ΒΛΑΣΙΟΥ bbox=[60, 1100, 155, 1107]
announcement-heading: ΓΝΩΣΤΟΠΟΙΟΥΜΕ ΟΤΙ bbox=[324, 262, 433, 273]
candidate-name: ΓΙΑΝΝΑΚΟΠΟΥΛΟΣ ΑΝΤΩΝΙΟΣ του ΠΕΤΡΟΥ bbox=[520, 554, 644, 561]
candidate-name: ΚΑΡΑΜΠΕΤΣΟΣ ΓΕΩΡΓΙΟΣ του Αντωνίου bbox=[280, 562, 393, 569]
coalition-leader: ΑΤΤΙΚΟΣ ΚΥΚΛΟΣ ΣΥΝΕΡΓΑΣΙΑΣ ΚΑΙ ΕΠΙΤΥΧΙΑΣ bbox=[551, 1046, 689, 1053]
candidate-name: ΠΑΠΑΔΟΠΟΥΛΟΣ ΑΘΑΝΑΣΙΟΣ (ΣΑΚΗΣ) του ΑΝΤΩΝΙΟΥ bbox=[430, 1764, 584, 1771]
candidate-name: ΣΤΕΦΑΝΟΥΔΑΚΗ ΒΑΣΙΛΙΚΗ του ΑΘΑΝΑΣΙΟΥ bbox=[60, 1166, 185, 1173]
candidate-name: ΒΛΑΧΟΥ ΕΛΕΝΗ του Δημητρίου bbox=[280, 517, 367, 524]
candidate-name: ΜΑΣΤΡΟΓΙΑΝΝΗΣ ΚΩΝΣΤΑΝΤΙΝΟΣ (ΚΩΣΤΑΣ) του ΓΕΩΡΓΙΟΥ bbox=[170, 1727, 339, 1734]
coalition-title: ΟΙΚΟΛΟΓΙΚΗ ΣΥΜΜΑΧΙΑ για την ΠΕΡΙΦΕΡΕΙΑ ΑΤΤΙΚΗΣ bbox=[67, 1036, 253, 1044]
coalition-logo-icon bbox=[520, 398, 720, 456]
candidate-name: ΠΟΛΥΖΟΥ ΑΙΚΑΤΕΡΙΝΗ του ΧΡΗΣΤΟΥ bbox=[60, 695, 166, 702]
coalition-logo-text: ΜΑΧΗ ΑΤΤΙΚΗ bbox=[356, 1001, 404, 1009]
candidate-name: ΖΑΦΕΙΡΗΣ ΑΘΑΝΑΣΙΟΣ του Νικολάου bbox=[280, 539, 383, 546]
candidate-name: ΑΓΓΕΛΙΔΗΣ ΙΩΑΝΝΗΣ του ΝΙΚΟΛΑΟΥ bbox=[520, 502, 624, 509]
candidate-name: ΣΤΑΜΑΤΗΣ ΑΓΓΕΛΟΣ του ΙΩΑΝΝΗ bbox=[60, 725, 155, 732]
candidate-name: ΒΑΣΙΛΕΙΟΥ ΓΕΩΡΓΙΑ του ΝΙΚΟΛΑΟΥ bbox=[520, 525, 621, 532]
intro-paragraph: Για τις εκλογές για την ανάδειξη των αιρετών περιφερειακών αρχών της 8ης Οκτωβρίου 2023 ανακηρύχθηκαν οι παρακάτω συνδυασμοί υποψηφίων : bbox=[150, 284, 731, 306]
candidate-name: ΠΑΠΑΝΑΣΤΑΣΙΟΥ ΖΩΗ του ΚΩΝΣΤΑΝΤΙΝΟΥ bbox=[430, 1771, 553, 1778]
signatory-name: Καλαφάτης Νικόλαος bbox=[549, 2345, 641, 2355]
coalition-title: ΙΩΑΚΕΙΜΙΔΗΣ ΓΕΩΡΓΙΟΣ του ΣΑΒΒΑ bbox=[558, 1036, 682, 1044]
candidate-name: ΜΑΝΩΛΑΚΟΣ ΑΝΔΡΕΑΣ του ΣΩΤΗΡΙΟΥ bbox=[60, 621, 170, 628]
coalition-leader: ΧΑΡΔΑΛΙΑΣ ΝΙΚΟΛΑΟΣ του ΓΕΩΡΓΙΟΥ bbox=[566, 471, 674, 478]
coalition-block bbox=[280, 385, 480, 740]
candidate-name: ΤΣΙΩΡΗ ΒΑΣΙΛΙΚΗ του ΧΡΗΣΤΟΥ bbox=[520, 1329, 612, 1336]
candidate-name: ΝΙΚΟΛΑΟΥ ΠΑΝΑΓΙΩΤΗΣ του Στυλιανού bbox=[280, 606, 389, 613]
coalition-title: ΑΝΥΠΟΤΑΚΤΗ ΑΤΤΙΚΗ bbox=[232, 1626, 308, 1634]
candidate-name: ΚΟΥΡΤΗ ΦΡΑΓΚΙΣΚΗ του ΔΗΜΗΤΡΙΟΥ bbox=[60, 599, 167, 606]
document-title: ΠΡΟΓΡΑΜΜΑ ΕΚΛΟΓΗΣ bbox=[289, 95, 468, 107]
candidate-name: ΦΙΛΙΠΠΟΥ ΓΕΩΡΓΙΑ του ΒΑΣΙΛΕΙΟΥ bbox=[520, 1344, 620, 1351]
candidate-name: ΣΙΑΦΑΚΑΣ ΑΝΔΡΕΑΣ του ΒΑΣΙΛΕΙΟΥ bbox=[520, 732, 623, 739]
coalition-logo-icon bbox=[280, 973, 480, 1031]
candidate-name: ΖΑΝΝΙΑ ΣΠΥΡΙΔΟΥΛΑ του ΚΩΝΣΤΑΝΤΙΝΟΥ bbox=[430, 1697, 550, 1704]
candidate-name: ΕΥΑΓΓΕΛΟΥ ΒΙΚΤΩΡΙΑ του ΕΥΑΓΓΕΛΟΥ bbox=[520, 1174, 630, 1181]
candidate-name: ΦΡΟΝΙΜΟΠΟΥΛΟΣ ΝΙΚΟΛΑΟΣ του ΕΥΣΤΑΘΙΟΥ bbox=[60, 1203, 192, 1210]
candidate-name: ΔΟΥΚΑΣ ΔΗΜΗΤΡΙΟΣ του ΕΜΜΑΝΟΥΗΛ bbox=[60, 562, 173, 569]
candidate-name: ΜΑΥΡΟΓΙΑΝΝΗΣ ΠΕΤΡΟΣ του ΣΤΑΥΡΟΥ bbox=[520, 665, 633, 672]
candidate-name: ΑΥΓΕΡΙΝΟΣ ΑΘΑΝΑΣΙΟΣ του ΣΠΥΡΙΔΩΝΟΣ bbox=[520, 517, 641, 524]
candidate-name: ΣΤΑΘΟΠΟΥΛΟΥ ΑΝΝΑ του ΓΕΩΡΓΙΟΥ bbox=[430, 1793, 534, 1800]
coalition-leader: ΠΡΩΤΟΥΛΗΣ ΙΩΑΝΝΗΣ του ΠΑΝΑΓΙΩΤΗ bbox=[324, 471, 436, 478]
candidate-name: ΧΑΤΖΗΔΑΚΗΣ ΓΕΩΡΓΙΟΣ του ΔΗΜΗΤΡΙΟΥ bbox=[520, 1359, 638, 1366]
candidate-name: ΡΑΛΛΗΣ ΓΕΩΡΓΙΟΣ του Νικολάου bbox=[280, 651, 372, 658]
candidate-name: ΠΑΤΙΟΥ ΙΩΑΝΝΑ του ΙΩΑΝΝΗ bbox=[280, 1181, 362, 1188]
candidate-name: ΙΩΑΝΝΟΥ ΙΩΑΝΝΗΣ του ΠΑΝΑΓΙΩΤΗ bbox=[170, 1682, 273, 1689]
candidate-name: ΣΑΡΑΝΤΗ ΧΡΙΣΤΙΝΑ του ΚΩΝ/ΝΟΥ bbox=[520, 1300, 616, 1307]
candidate-name: ΣΩΤΗΡΟΠΟΥΛΟΥ ΣΕΡΑΦΕΙΜ (ΑΝΝΑ) του ΑΝΔΡΕΑ bbox=[430, 1808, 571, 1815]
candidate-name: ΠΑΠΑΣΤΑΘΟΠΟΥΛΟΣ ΙΩΑΝΝΗΣ του ΔΗΜΗΤΡΙΟΥ bbox=[520, 710, 658, 717]
candidate-name: ΘΕΟΦΙΛΟΥ ΣΩΤΗΡΙΑ (ΡΙΤΑ) του ΑΝΑΣΤΑΣΙΟΥ bbox=[60, 1107, 187, 1114]
coalition-block bbox=[520, 385, 720, 777]
candidate-name: ΠΑΡΔΑΛΗΣ ΓΕΩΡΓΙΟΣ του ΚΩΝΣΤΑΝΤΙΝΟΥ bbox=[60, 1144, 182, 1151]
candidate-name: ΠΟΝΤΙΚΑΚΗ ΚΩΝΣΤΑΝΤΙΝΑ του ΒΑΣΙΛΕΙΟΥ bbox=[430, 1779, 552, 1785]
candidate-name: ΣΙΑΓΓΑΛΟΣ ΑΓΓΕΛΟΣ του ΔΗΜΗΤΡΙΟΥ bbox=[280, 1189, 388, 1195]
candidate-name: ΑΓΟΡΗ ΣΤΑΥΡΟΥΛΑ του ΘΕΟΔΩΡΟΥ bbox=[60, 495, 163, 502]
candidate-name: ΘΕΟΧΑΡΗ ΚΑΛΛΙΟΠΗ (ΠΟΠΗ) του ΙΩΑΝΝΗ bbox=[520, 1189, 642, 1195]
candidate-name: ΠΕΤΡΑΚΗΣ ΕΜΜΑΝΟΥΗΛ του ΓΕΩΡΓΙΟΥ bbox=[60, 688, 174, 695]
date-protocol-block bbox=[570, 24, 701, 52]
candidate-name: ΚΑΤΣΑΡΗ ΙΩΑΝΝΑ του ΚΩΝΣΤΑΝΤΙΝΟΥ bbox=[280, 1107, 390, 1114]
coalition-block bbox=[520, 960, 720, 1374]
candidate-name: ΘΕΟΔΩΡΟΥ ΜΑΡΙΑ του Παναγιώτη bbox=[280, 547, 376, 554]
issuer-line: ΝΟΜΟΣ ΑΤΤΙΚΗΣ bbox=[22, 32, 112, 44]
candidate-name: ΓΕΩΡΓΙΑΔΗΣ ΣΤΑΜΑΤΙΟΣ του ΓΕΩΡΓΙΟΥ bbox=[520, 547, 634, 554]
coalition-logo-icon bbox=[280, 398, 480, 456]
candidate-name: ΚΑΡΑΜΠΙΝΗΣ ΓΕΩΡΓΙΟΣ του ΙΩΑΝΝΗ bbox=[430, 1704, 536, 1711]
candidate-name: ΜΕΛΑ ΜΑΡΙΝΑ του ΙΩΑΝΝΗ bbox=[430, 1741, 507, 1748]
candidate-name: ΣΚΟΡΔΑΚΗ ΜΑΡΙΑ του ΓΕΩΡΓΙΟΥ bbox=[280, 1196, 374, 1203]
coalition-logo-icon bbox=[60, 973, 260, 1031]
coalition-logo-text: Γιάννης Σγουρός — ΑΤΤΙΚΗ ΑΝΕΞΑ bbox=[100, 426, 220, 434]
candidate-name: ΚΥΡΙΟΣ ΠΑΝΤΕΛΗΣ του ΘΕΟΔΩΡΟΥ bbox=[280, 1122, 383, 1129]
candidate-name: ΤΡΙΑΝΤΑΦΥΛΛΟΥ ΟΡΕΣΤΗΣ - ΙΩΑΝΝΗΣ του ΚΩΝΣΤΑΝΤΙΝΟΥ bbox=[170, 1764, 340, 1771]
candidate-name: ΤΣΑΚΩΝΑΣ ΔΙΟΝΥΣΙΟΣ του ΠΕΤΡΟΥ bbox=[60, 740, 163, 747]
candidate-name: ΛΙΟΝΗ ΔΕΣΠΟΙΝΑ του ΙΩΑΝΝΗ bbox=[520, 1226, 607, 1233]
candidate-name: ΚΑΛΛΙΓΑΣ ΝΙΚΟΛΑΟΣ του ΑΝΤΩΝΙΟΥ bbox=[520, 599, 624, 606]
candidate-name: ΣΑΒΒΙΔΟΥ ΕΙΡΗΝΗ του Χαραλάμπους bbox=[280, 658, 384, 665]
coalition-number: 1ος ΣΥΝΔΙΑΣΜΟΣ bbox=[128, 384, 192, 393]
